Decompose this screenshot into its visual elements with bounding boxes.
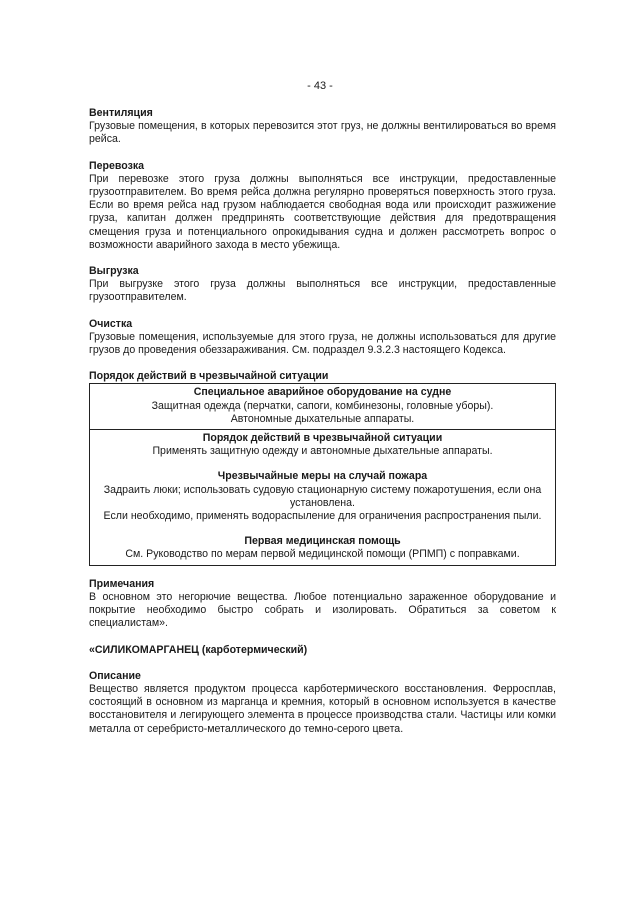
section-text: Грузовые помещения, в которых перевозится этот груз, не должны вентилироваться во время рейса.	[89, 120, 556, 146]
procedures-line: Применять защитную одежду и автономные дыхательные аппараты.	[152, 445, 493, 458]
page-number: - 43 -	[307, 80, 333, 92]
emergency-heading: Порядок действий в чрезвычайной ситуации	[89, 370, 329, 383]
notes-text: В основном это негорючие вещества. Любое потенциально зараженное оборудование и покрытие необходимо быстро собрать и изолировать. Обратиться за советом к специалистам».	[89, 590, 556, 630]
procedures-title: Порядок действий в чрезвычайной ситуации	[202, 432, 443, 445]
section-heading: Вентиляция	[89, 107, 153, 119]
fire-line: Если необходимо, применять водораспыление для ограничения распространения пыли.	[103, 510, 542, 523]
section-clean-up	[89, 318, 556, 358]
section-text: При перевозке этого груза должны выполняться все инструкции, предоставленные грузоотправителем. Во время рейса должна регулярно проверяться поверхность этого груза. Если во время рейса над грузом наблюдается свободная вода или происходит разжижение груза, капитан должен предпринять соответствующие действия для предотвращения смещения груза и потенциального опрокидывания судна и должен рассмотреть вопрос о возможности аварийного захода в место убежища.	[89, 172, 556, 251]
fire-line: Задраить люки; использовать судовую стационарную систему пожаротушения, если она установлена.	[103, 483, 542, 509]
equipment-title: Специальное аварийное оборудование на судне	[193, 386, 452, 399]
description-text: Вещество является продуктом процесса карботермического восстановления. Ферросплав, состоящий в основном из марганца и кремния, который в основном используется в качестве восстановителя и легирующего элемента в процессе производства стали. Частицы или комки металла от серебристо-металлического до темно-серого цвета.	[89, 682, 556, 735]
equipment-line: Защитная одежда (перчатки, сапоги, комбинезоны, головные уборы).	[151, 399, 494, 412]
cargo-title: «СИЛИКОМАРГАНЕЦ (карботермический)	[89, 643, 308, 656]
spacer	[96, 523, 549, 535]
medical-title: Первая медицинская помощь	[244, 535, 401, 548]
spacer	[96, 458, 549, 470]
fire-title: Чрезвычайные меры на случай пожара	[217, 470, 428, 483]
section-heading: Выгрузка	[89, 265, 139, 278]
emergency-procedures	[90, 429, 555, 565]
emergency-equipment	[90, 384, 555, 429]
cargo-title-block	[89, 644, 556, 657]
section-carriage	[89, 160, 556, 252]
section-heading: Очистка	[89, 317, 133, 330]
notes-heading: Примечания	[89, 577, 155, 590]
section-text: При выгрузке этого груза должны выполняться все инструкции, предоставленные грузоотправителем.	[89, 278, 556, 304]
section-description	[89, 670, 556, 736]
equipment-line: Автономные дыхательные аппараты.	[230, 412, 415, 425]
section-ventilation	[89, 107, 556, 147]
medical-line: См. Руководство по мерам первой медицинской помощи (РПМП) с поправками.	[125, 548, 520, 561]
page-content	[89, 107, 556, 749]
section-discharge	[89, 265, 556, 305]
description-heading: Описание	[89, 669, 141, 682]
section-text: Грузовые помещения, используемые для этого груза, не должны использоваться для другие грузов до проведения обеззараживания. См. подраздел 9.3.2.3 настоящего Кодекса.	[89, 330, 556, 357]
section-heading: Перевозка	[89, 159, 145, 172]
emergency-table	[89, 383, 556, 565]
section-notes	[89, 578, 556, 631]
